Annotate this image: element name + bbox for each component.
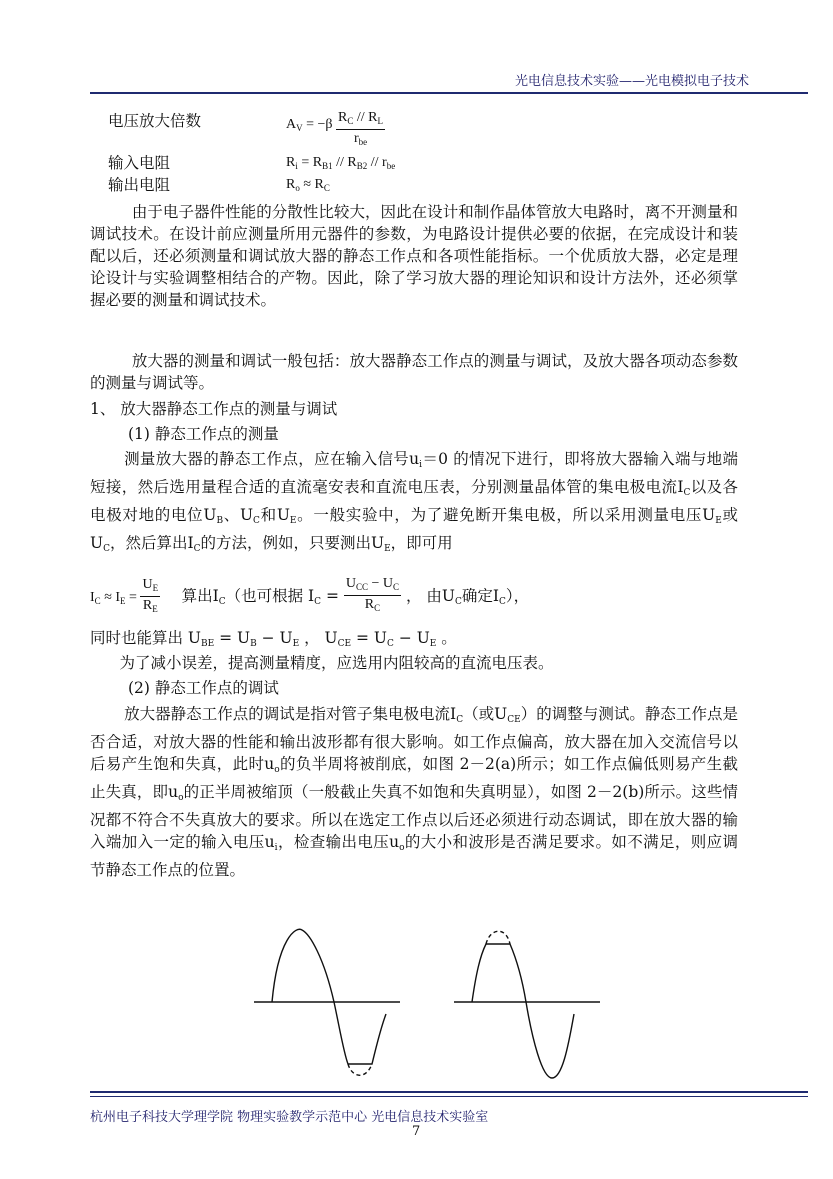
footer-rule-thin: [90, 1096, 808, 1097]
rin-label: 输入电阻: [108, 154, 171, 172]
clipped-peak-dashed: [486, 931, 510, 944]
formula-row-ube: 同时也能算出 $U_{BE} = U_B - U_E$ ， $U_{CE} = U_C - U_E$ 。: [90, 629, 457, 649]
sine-wave: [472, 944, 574, 1078]
subsection-heading-1-1: (1) 静态工作点的测量: [128, 425, 279, 443]
subsection-heading-1-2: (2) 静态工作点的调试: [128, 679, 279, 697]
paragraph-measurement: 测量放大器的静态工作点，应在输入信号$u_i=0$ 的情况下进行，即将放大器输入端与地端短接，然后选用量程合适的直流毫安表和直流电压表，分别测量晶体管的集电极电流$I_C$以及各电极对地的电位$U_B$、$U_C$和$U_E$。一般实验中，为了避免断开集电极，所以采用测量电压$U_E$或$U_C$，然后算出$I_C$的方法，例如，只要测出$U_E$，即可用: [90, 450, 739, 554]
header-title: 光电信息技术实验——光电模拟电子技术: [514, 74, 749, 89]
section-heading-1: 1、 放大器静态工作点的测量与调试: [90, 400, 338, 418]
rout-formula: $R_o \approx R_C$: [286, 177, 330, 193]
figure-cutoff-distortion: [452, 918, 602, 1086]
header-rule: [90, 92, 808, 94]
page-number: 7: [412, 1124, 421, 1139]
figure-saturation-distortion: [252, 918, 402, 1086]
footer-rule: [90, 1091, 808, 1093]
rout-label: 输出电阻: [108, 176, 171, 194]
formula-row-ic: $I_C \approx I_E$ = $\frac{U_E}{R_E}$ 算出$I_C$（也可根据 $I_C$ = $\frac{U_{CC} - U_C}{R_C}$ ， 由$U_C$确定$I_C$），: [90, 576, 530, 614]
clipped-peak-dashed: [348, 1064, 372, 1075]
sine-wave: [272, 929, 386, 1064]
paragraph-intro: 由于电子器件性能的分散性比较大，因此在设计和制作晶体管放大电路时，离不开测量和调试技术。在设计前应测量所用元器件的参数，为电路设计提供必要的依据，在完成设计和装配以后，还必须测量和调试放大器的静态工作点和各项性能指标。一个优质放大器，必定是理论设计与实验调整相结合的产物。因此，除了学习放大器的理论知识和设计方法外，还必须掌握必要的测量和调试技术。: [90, 203, 738, 309]
gain-formula: $A_V = -\beta$ $\frac{R_C // R_L}{r_{be}}$: [286, 110, 384, 147]
rin-formula: $R_i = R_{B1} // R_{B2} // r_{be}$: [286, 155, 396, 171]
paragraph-voltmeter: 为了减小误差，提高测量精度，应选用内阻较高的直流电压表。: [119, 654, 554, 672]
gain-label: 电压放大倍数: [108, 112, 202, 130]
paragraph-adjustment: 放大器静态工作点的调试是指对管子集电极电流$I_C$（或$U_{CE}$）的调整与测试。静态工作点是否合适，对放大器的性能和输出波形都有很大影响。如工作点偏高，放大器在加入交流信号以后易产生饱和失真，此时$u_o$的负半周将被削底，如图 2－2(a)所示；如工作点偏低则易产生截止失真，即$u_o$的正半周被缩顶（一般截止失真不如饱和失真明显），如图 2－2(b)所示。这些情况都不符合不失真放大的要求。所以在选定工作点以后还必须进行动态调试，即在放大器的输入端加入一定的输入电压$u_i$，检查输出电压$u_o$的大小和波形是否满足要求。如不满足，则应调节静态工作点的位置。: [90, 705, 739, 879]
footer-institution: 杭州电子科技大学理学院 物理实验教学示范中心 光电信息技术实验室: [90, 1110, 489, 1125]
paragraph-overview: 放大器的测量和调试一般包括：放大器静态工作点的测量与调试，及放大器各项动态参数的测量与调试等。: [90, 352, 738, 392]
